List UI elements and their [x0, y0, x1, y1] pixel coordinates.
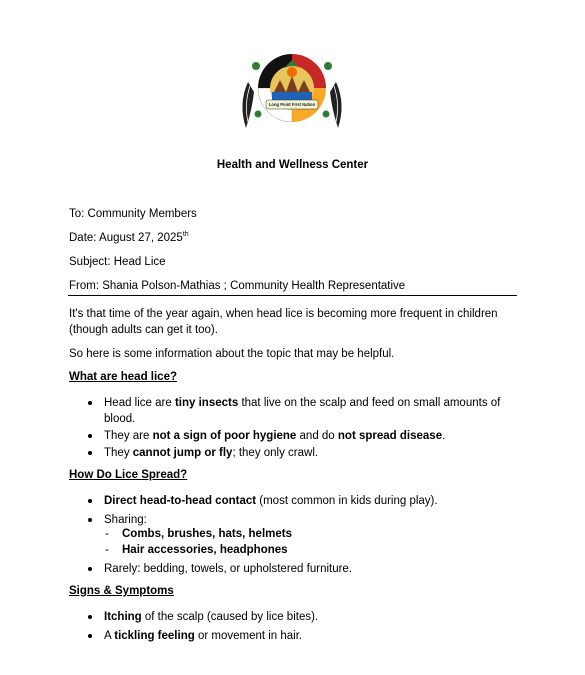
- bullet-icon: [88, 615, 92, 619]
- bullet-icon: [88, 401, 92, 405]
- bullet-icon: [88, 451, 92, 455]
- bullet-icon: [88, 434, 92, 438]
- dash-marker: -: [105, 528, 109, 540]
- memo-date: Date: August 27, 2025th: [69, 231, 189, 244]
- bullet-icon: [88, 518, 92, 522]
- list-item: Itching of the scalp (caused by lice bites).: [104, 611, 319, 623]
- section-heading-signs-symptoms: Signs & Symptoms: [69, 585, 174, 597]
- header-divider: [68, 295, 517, 296]
- memo-subject: Subject: Head Lice: [69, 256, 166, 268]
- intro-paragraph-1: It's that time of the year again, when head lice is becoming more frequent in children (though adults can get it too).: [69, 308, 498, 336]
- sub-list-item: Combs, brushes, hats, helmets: [122, 528, 292, 540]
- bullet-icon: [88, 499, 92, 503]
- dash-marker: -: [105, 544, 109, 556]
- list-item: A tickling feeling or movement in hair.: [104, 630, 303, 642]
- intro-paragraph-2: So here is some information about the topic that may be helpful.: [69, 348, 395, 360]
- bullet-icon: [88, 567, 92, 571]
- list-item: Rarely: bedding, towels, or upholstered furniture.: [104, 563, 353, 575]
- page-title: Health and Wellness Center: [216, 159, 369, 171]
- section-heading-how-lice-spread: How Do Lice Spread?: [69, 469, 188, 481]
- list-item: Direct head-to-head contact (most common in kids during play).: [104, 495, 438, 507]
- list-item: They are not a sign of poor hygiene and do not spread disease.: [104, 430, 446, 442]
- list-item: They cannot jump or fly; they only crawl.: [104, 447, 319, 459]
- section-heading-what-are-head-lice: What are head lice?: [69, 371, 178, 383]
- memo-to: To: Community Members: [69, 208, 197, 220]
- memo-from: From: Shania Polson-Mathias ; Community Health Representative: [69, 280, 406, 292]
- long-point-first-nation-logo: [236, 44, 348, 136]
- list-item: Sharing:: [104, 514, 147, 526]
- sub-list-item: Hair accessories, headphones: [122, 544, 288, 556]
- logo-caption: Long Point First Nation: [268, 102, 316, 107]
- bullet-icon: [88, 634, 92, 638]
- list-item: Head lice are tiny insects that live on the scalp and feed on small amounts of blood.: [104, 397, 501, 425]
